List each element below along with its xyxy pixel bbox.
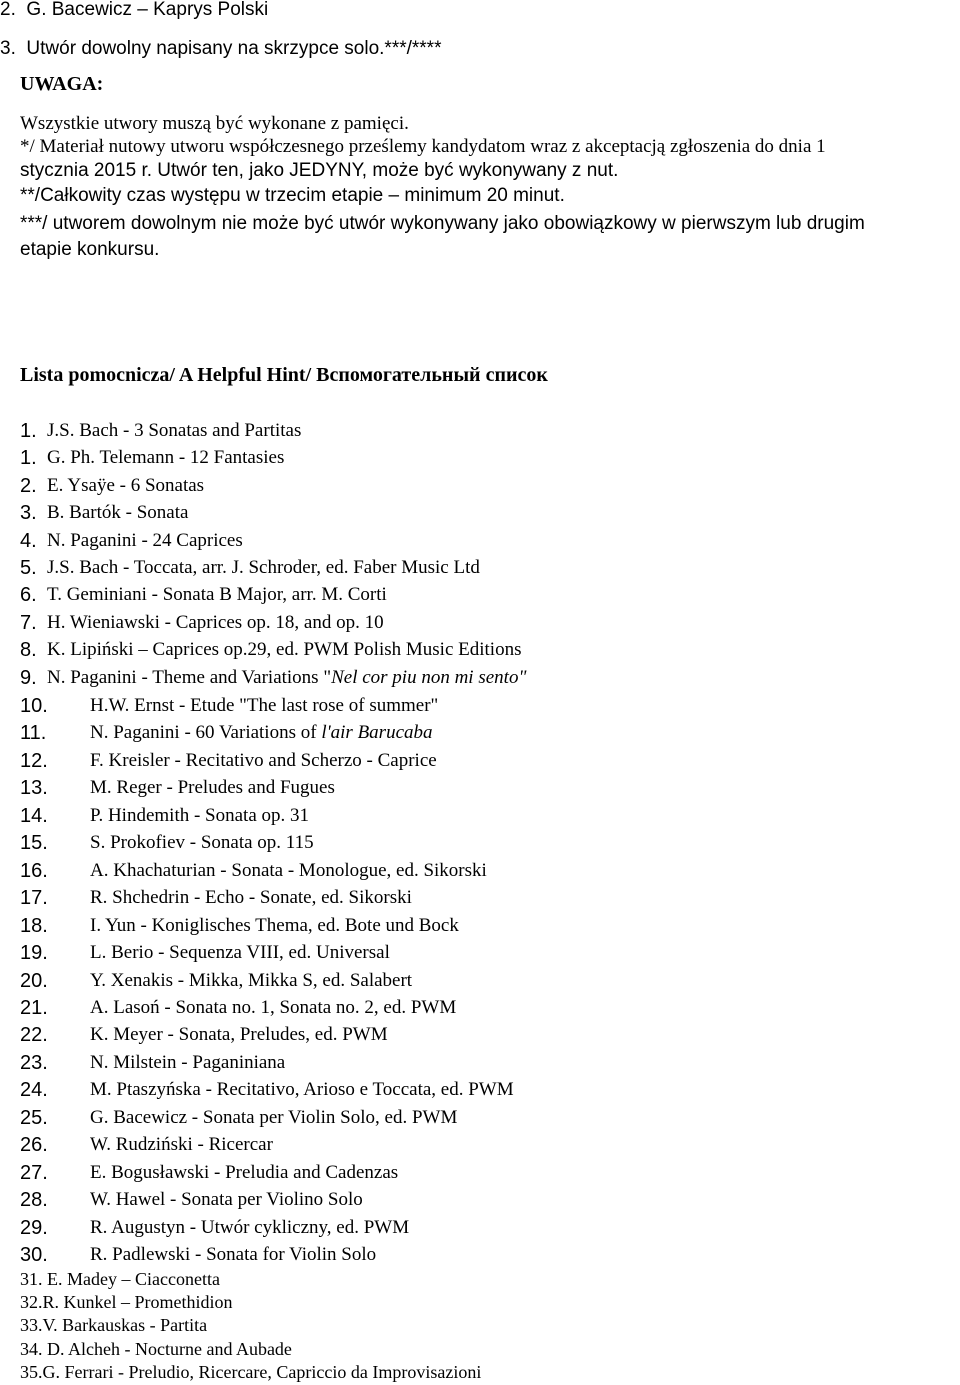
list-item-text <box>90 1106 457 1130</box>
list-item-number: 4. <box>20 529 37 552</box>
list-item-title: R. Padlewski - Sonata for Violin Solo <box>90 1244 377 1265</box>
item-text: Utwór dowolny napisany na skrzypce solo.***/**** <box>26 38 442 59</box>
notes-line: */ Materiał nutowy utworu współczesnego prześlemy kandydatom wraz z akceptacją zgłoszenia do dnia 1 <box>20 136 826 157</box>
list-item-number: 26. <box>20 1134 48 1157</box>
list-item-text <box>90 1078 514 1102</box>
list-item-title: I. Yun - Koniglisches Thema, ed. Bote und Bock <box>90 914 459 936</box>
list-item-text <box>90 831 314 855</box>
list-item-text <box>90 749 437 773</box>
list-item-text <box>90 1023 388 1047</box>
list-item-text <box>90 804 309 828</box>
list-item: 31. E. Madey – Ciacconetta <box>20 1269 220 1289</box>
header-item <box>0 0 268 22</box>
list-item-number: 11. <box>20 722 47 745</box>
list-item-text <box>90 886 412 910</box>
list-item-number: 7. <box>20 611 37 634</box>
list-item-text <box>47 638 521 662</box>
list-item-italic: l'air Barucaba <box>321 722 433 744</box>
list-item-text <box>90 941 390 965</box>
list-item-text <box>47 501 188 525</box>
list-item-number: 22. <box>20 1024 48 1047</box>
list-item-title: R. Augustyn - Utwór cykliczny, ed. PWM <box>90 1216 410 1238</box>
header-item <box>0 37 441 61</box>
list-item-number: 13. <box>20 777 48 800</box>
list-item: 33.V. Barkauskas - Partita <box>20 1315 208 1336</box>
list-item-number: 8. <box>20 639 37 662</box>
list-item-number: 5. <box>20 557 37 579</box>
list-item-text <box>90 1051 285 1075</box>
list-item-number: 19. <box>20 942 48 965</box>
list-item-number: 23. <box>20 1051 48 1074</box>
notes-line: ***/ utworem dowolnym nie może być utwór wykonywany jako obowiązkowy w pierwszym lub drugim <box>20 213 865 234</box>
notes-line: Wszystkie utwory muszą być wykonane z pamięci. <box>20 113 409 134</box>
list-item-title: N. Milstein - Paganiniana <box>90 1051 286 1073</box>
list-item-number: 14. <box>20 804 48 827</box>
list-item-title: B. Bartók - Sonata <box>47 502 189 524</box>
list-item-number: 16. <box>20 859 48 882</box>
notes-line: **/Całkowity czas występu w trzecim etapie – minimum 20 minut. <box>20 185 565 206</box>
list-item-number: 10. <box>20 695 48 717</box>
list-item-title: W. Rudziński - Ricercar <box>90 1134 273 1156</box>
list-item-title: K. Meyer - Sonata, Preludes, ed. PWM <box>90 1024 388 1046</box>
list-item-number: 18. <box>20 914 48 937</box>
list-item-title: A. Lasoń - Sonata no. 1, Sonata no. 2, ed. PWM <box>90 996 457 1018</box>
list-item-number: 29. <box>20 1216 48 1239</box>
list-item-number: 20. <box>20 969 48 992</box>
list-item-title: H.W. Ernst - Etude "The last rose of summer" <box>90 695 439 716</box>
list-item-number: 3. <box>20 502 37 525</box>
list-item-title: H. Wieniawski - Caprices op. 18, and op. 10 <box>47 611 384 633</box>
list-item-title: A. Khachaturian - Sonata - Monologue, ed. Sikorski <box>90 859 487 881</box>
list-item-number: 15. <box>20 832 48 855</box>
list-item-number: 24. <box>20 1079 48 1102</box>
list-item-text <box>90 1188 363 1212</box>
list-item-title: L. Berio - Sequenza VIII, ed. Universal <box>90 942 390 964</box>
list-item-text <box>47 474 204 498</box>
list-item-number: 1. <box>20 447 37 470</box>
list-item-text <box>47 446 284 470</box>
list-item-number: 21. <box>20 996 48 1019</box>
list-item-text <box>90 1133 273 1157</box>
list-item-text <box>90 721 433 745</box>
list-item-number: 6. <box>20 584 37 607</box>
list-item-text <box>47 666 526 690</box>
list-item-number: 25. <box>20 1106 48 1129</box>
list-item-title: P. Hindemith - Sonata op. 31 <box>90 804 310 826</box>
list-item-text <box>90 1161 398 1185</box>
list-item-title: N. Paganini - 24 Caprices <box>47 529 243 551</box>
list-item-title: Y. Xenakis - Mikka, Mikka S, ed. Salabert <box>90 969 413 991</box>
list-item-title: N. Paganini - Theme and Variations " <box>47 666 332 688</box>
list-item-text <box>90 776 335 800</box>
list-item-title: M. Ptaszyńska - Recitativo, Arioso e Toccata, ed. PWM <box>90 1079 514 1101</box>
list-item-title: M. Reger - Preludes and Fugues <box>90 777 335 799</box>
list-item-title: F. Kreisler - Recitativo and Scherzo - Caprice <box>90 749 437 771</box>
list-item: 35.G. Ferrari - Preludio, Ricercare, Capriccio da Improvisazioni <box>20 1361 482 1382</box>
list-item-number: 27. <box>20 1161 48 1184</box>
list-item-title: T. Geminiani - Sonata B Major, arr. M. Corti <box>47 584 387 606</box>
list-item-text <box>47 611 384 635</box>
list-item-text <box>90 996 456 1020</box>
list-item-text <box>47 556 480 580</box>
list-item-text <box>90 1216 409 1240</box>
list-item-title: K. Lipiński – Caprices op.29, ed. PWM Polish Music Editions <box>47 639 522 661</box>
list-item-title: N. Paganini - 60 Variations of <box>90 722 322 744</box>
list-item-text <box>90 914 459 938</box>
list-item-title: R. Shchedrin - Echo - Sonate, ed. Sikorski <box>90 887 412 909</box>
list-item-text <box>90 969 412 993</box>
list-item-title: G. Ph. Telemann - 12 Fantasies <box>47 447 285 469</box>
list-item-text <box>90 859 487 883</box>
list-item-text <box>47 419 301 443</box>
list-item-text <box>47 529 243 553</box>
list-item: 34. D. Alcheh - Nocturne and Aubade <box>20 1338 292 1359</box>
notes-heading: UWAGA: <box>20 73 104 95</box>
list-item-title: W. Hawel - Sonata per Violino Solo <box>90 1189 363 1211</box>
list-item-number: 1. <box>20 420 37 442</box>
list-heading: Lista pomocnicza/ A Helpful Hint/ Вспомогательный список <box>20 364 548 386</box>
list-item-text <box>47 583 387 607</box>
list-item-number: 12. <box>20 749 48 772</box>
list-item: 32.R. Kunkel – Promethidion <box>20 1292 233 1313</box>
list-item-number: 30. <box>20 1244 48 1266</box>
item-number: 2. <box>0 0 16 20</box>
item-number: 3. <box>0 38 16 59</box>
list-item-number: 17. <box>20 887 48 910</box>
list-item-number: 9. <box>20 666 37 689</box>
list-item-text <box>90 694 438 718</box>
list-item-number: 2. <box>20 474 37 497</box>
notes-line: etapie konkursu. <box>20 239 160 260</box>
list-item-italic: Nel cor piu non mi sento" <box>331 666 527 688</box>
item-text: G. Bacewicz – Kaprys Polski <box>26 0 269 20</box>
list-item-title: E. Bogusławski - Preludia and Cadenzas <box>90 1161 399 1183</box>
list-item-title: G. Bacewicz - Sonata per Violin Solo, ed. PWM <box>90 1106 458 1128</box>
notes-line: stycznia 2015 r. Utwór ten, jako JEDYNY, może być wykonywany z nut. <box>20 160 619 181</box>
list-item-title: E. Ysaÿe - 6 Sonatas <box>47 474 205 496</box>
list-item-title: S. Prokofiev - Sonata op. 115 <box>90 832 314 854</box>
list-item-title: J.S. Bach - 3 Sonatas and Partitas <box>47 420 302 441</box>
list-item-text <box>90 1243 376 1267</box>
list-item-number: 28. <box>20 1189 48 1212</box>
list-item-title: J.S. Bach - Toccata, arr. J. Schroder, ed. Faber Music Ltd <box>47 557 480 578</box>
